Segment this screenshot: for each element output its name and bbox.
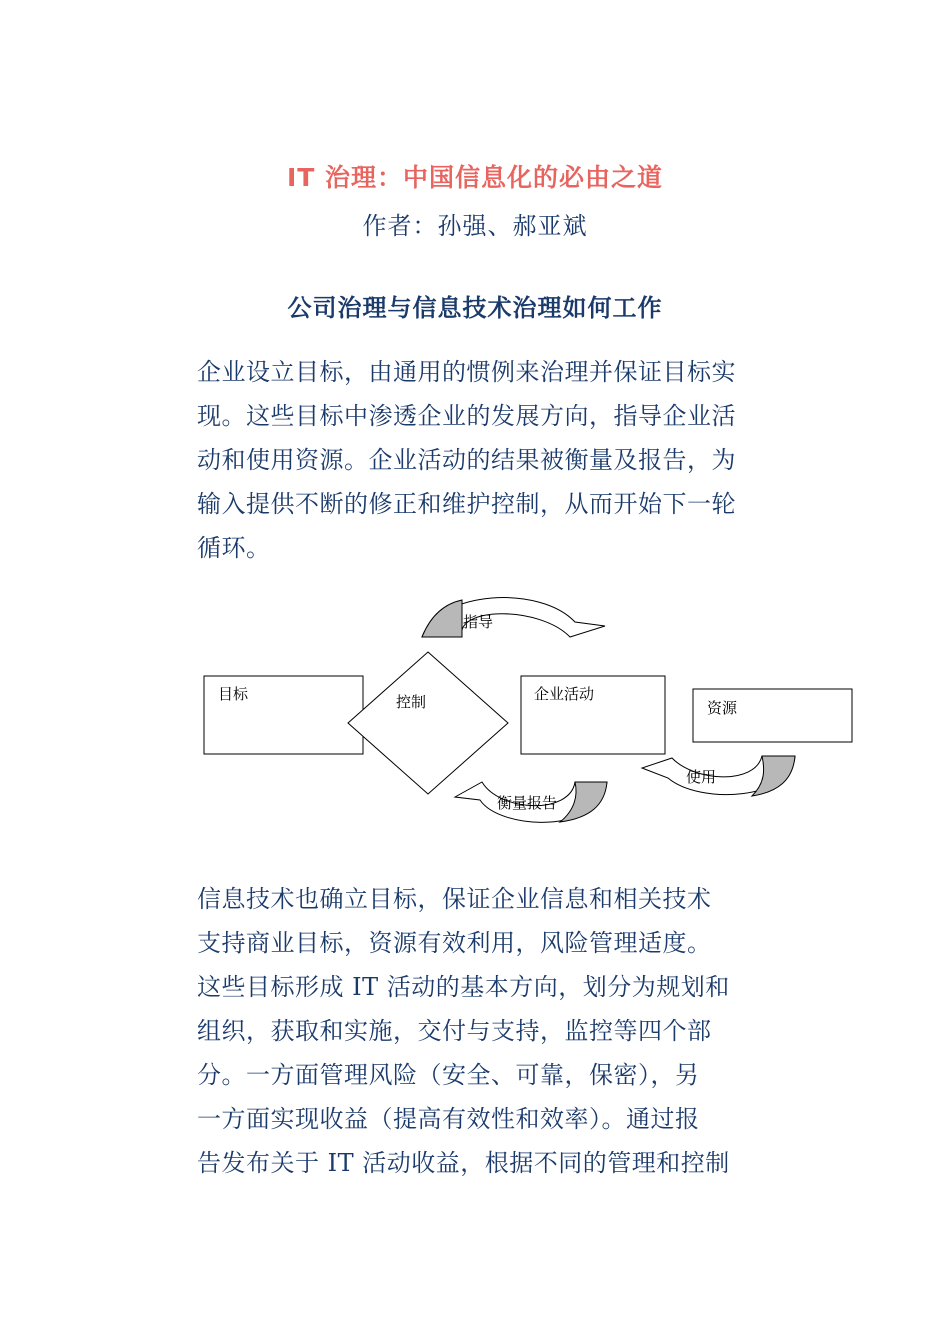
section-heading: 公司治理与信息技术治理如何工作	[287, 294, 663, 322]
paragraph-line: 告发布关于 IT 活动收益，根据不同的管理和控制	[197, 1149, 730, 1177]
direct-label: 指导	[463, 613, 494, 631]
activity-label: 企业活动	[534, 685, 595, 703]
report-label: 衡量报告	[497, 794, 558, 812]
direct-arrow	[422, 598, 605, 637]
author-line: 作者：孙强、郝亚斌	[362, 212, 588, 240]
paragraph-intro: 企业设立目标，由通用的惯例来治理并保证目标实现。这些目标中渗透企业的发展方向，指导企业活动和使用资源。企业活动的结果被衡量及报告，为输入提供不断的修正和维护控制，从而开始下一轮循环。	[197, 358, 736, 562]
control-diamond	[348, 652, 508, 794]
paragraph-line: 信息技术也确立目标，保证企业信息和相关技术	[197, 885, 712, 913]
paragraph-line: 一方面实现收益（提高有效性和效率）。通过报	[197, 1105, 700, 1133]
use-label: 使用	[686, 768, 717, 786]
paragraph-line: 支持商业目标，资源有效利用，风险管理适度。	[197, 929, 712, 957]
paragraph-line: 分。一方面管理风险（安全、可靠，保密），另	[197, 1061, 700, 1089]
document-title: IT 治理：中国信息化的必由之道	[286, 163, 664, 192]
use-arrow	[642, 756, 795, 796]
paragraph-line: 这些目标形成 IT 活动的基本方向，划分为规划和	[197, 973, 730, 1001]
control-label: 控制	[396, 693, 427, 711]
resource-label: 资源	[707, 699, 738, 717]
goal-label: 目标	[218, 685, 249, 703]
paragraph-line: 组织，获取和实施，交付与支持，监控等四个部	[197, 1017, 712, 1045]
paragraph-it-governance	[197, 877, 745, 1185]
